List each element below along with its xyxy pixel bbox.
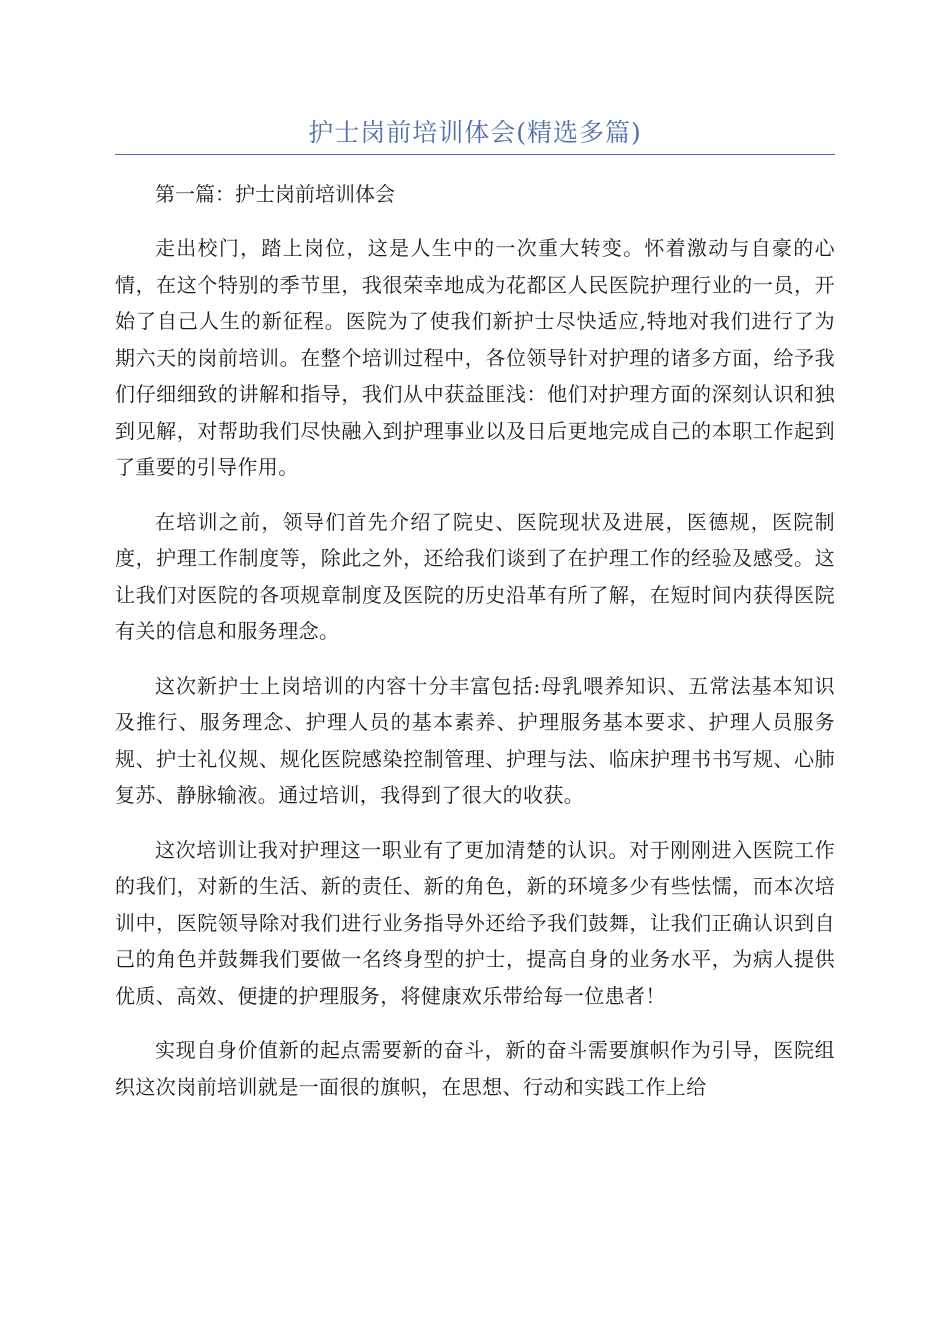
- paragraph-1: 走出校门，踏上岗位，这是人生中的一次重大转变。怀着激动与自豪的心情，在这个特别的季节里，我很荣幸地成为花都区人民医院护理行业的一员，开始了自己人生的新征程。医院为了使我们新护士尽快适应,特地对我们进行了为期六天的岗前培训。在整个培训过程中，各位领导针对护理的诸多方面，给予我们仔细细致的讲解和指导，我们从中获益匪浅：他们对护理方面的深刻认识和独到见解，对帮助我们尽快融入到护理事业以及日后更地完成自己的本职工作起到了重要的引导作用。: [115, 236, 835, 479]
- document-title: 护士岗前培训体会(精选多篇): [308, 118, 642, 147]
- paragraph-4: 这次培训让我对护理这一职业有了更加清楚的认识。对于刚刚进入医院工作的我们，对新的生活、新的责任、新的角色，新的环境多少有些怯懦，而本次培训中，医院领导除对我们进行业务指导外还给予我们鼓舞，让我们正确认识到自己的角色并鼓舞我们要做一名终身型的护士，提高自身的业务水平，为病人提供优质、高效、便捷的护理服务，将健康欢乐带给每一位患者！: [115, 837, 835, 1008]
- paragraph-3: 这次新护士上岗培训的内容十分丰富包括:母乳喂养知识、五常法基本知识及推行、服务理念、护理人员的基本素养、护理服务基本要求、护理人员服务规、护士礼仪规、规化医院感染控制管理、护理与法、临床护理书书写规、心肺复苏、静脉输液。通过培训，我得到了很大的收获。: [115, 673, 835, 807]
- title-underline: [115, 154, 835, 155]
- paragraph-2: 在培训之前，领导们首先介绍了院史、医院现状及进展，医德规，医院制度，护理工作制度等，除此之外，还给我们谈到了在护理工作的经验及感受。这让我们对医院的各项规章制度及医院的历史沿革有所了解，在短时间内获得医院有关的信息和服务理念。: [115, 509, 835, 643]
- section-heading: 第一篇：护士岗前培训体会: [155, 182, 395, 206]
- document-body: [115, 176, 835, 1123]
- paragraph-5: 实现自身价值新的起点需要新的奋斗，新的奋斗需要旗帜作为引导，医院组织这次岗前培训就是一面很的旗帜，在思想、行动和实践工作上给: [115, 1038, 835, 1099]
